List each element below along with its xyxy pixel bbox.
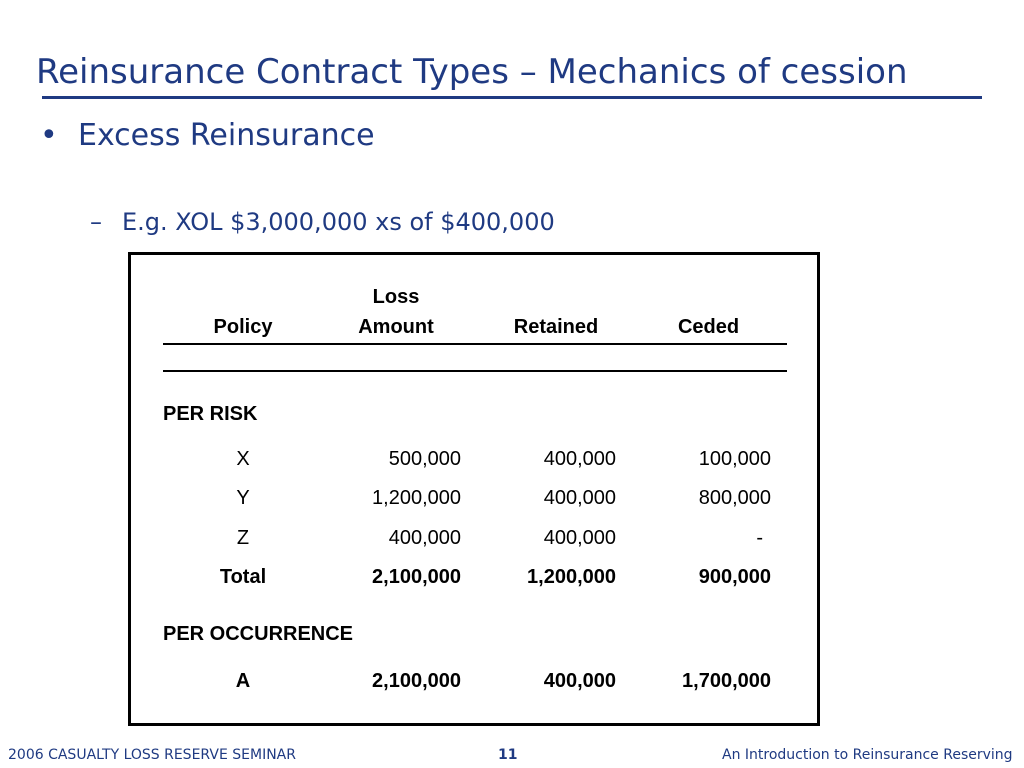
cell-ceded: -	[756, 527, 763, 549]
cell-policy: X	[236, 448, 250, 470]
header-ceded: Ceded	[677, 316, 740, 338]
bullet-item	[40, 118, 375, 153]
footer-presentation-title: An Introduction to Reinsurance Reserving	[722, 747, 1013, 763]
header-policy: Policy	[213, 316, 273, 338]
section-per-occurrence: PER OCCURRENCE	[163, 623, 354, 645]
bullet-dot-icon: •	[40, 118, 58, 153]
header-rule-bottom	[163, 370, 787, 372]
header-rule-top	[163, 343, 787, 345]
cell-retained: 400,000	[543, 448, 616, 470]
cell-loss: 2,100,000	[372, 566, 461, 588]
cell-policy: Total	[219, 566, 267, 588]
cell-policy: A	[235, 670, 251, 692]
cell-retained: 400,000	[543, 670, 616, 692]
slide-title: Reinsurance Contract Types – Mechanics of cession	[36, 52, 908, 92]
cell-retained: 400,000	[543, 527, 616, 549]
cell-ceded: 900,000	[698, 566, 771, 588]
cell-policy: Y	[236, 487, 250, 509]
header-loss-line1: Loss	[372, 286, 420, 308]
cession-table	[128, 252, 820, 726]
footer-seminar: 2006 CASUALTY LOSS RESERVE SEMINAR	[8, 747, 296, 763]
header-retained: Retained	[513, 316, 599, 338]
cell-ceded: 100,000	[698, 448, 771, 470]
cell-retained: 1,200,000	[527, 566, 616, 588]
section-per-risk: PER RISK	[163, 403, 258, 425]
cell-ceded: 800,000	[698, 487, 771, 509]
cell-ceded: 1,700,000	[682, 670, 771, 692]
page-number: 11	[498, 747, 518, 763]
cell-loss: 500,000	[388, 448, 461, 470]
sub-bullet-text: E.g. XOL $3,000,000 xs of $400,000	[122, 208, 555, 236]
cell-loss: 400,000	[388, 527, 461, 549]
sub-bullet-item	[90, 208, 555, 236]
cell-policy: Z	[236, 527, 250, 549]
cell-loss: 2,100,000	[372, 670, 461, 692]
header-loss-line2: Amount	[358, 316, 434, 338]
cell-retained: 400,000	[543, 487, 616, 509]
title-underline	[42, 96, 982, 99]
dash-icon: –	[90, 208, 102, 236]
bullet-text: Excess Reinsurance	[78, 118, 375, 153]
cell-loss: 1,200,000	[372, 487, 461, 509]
